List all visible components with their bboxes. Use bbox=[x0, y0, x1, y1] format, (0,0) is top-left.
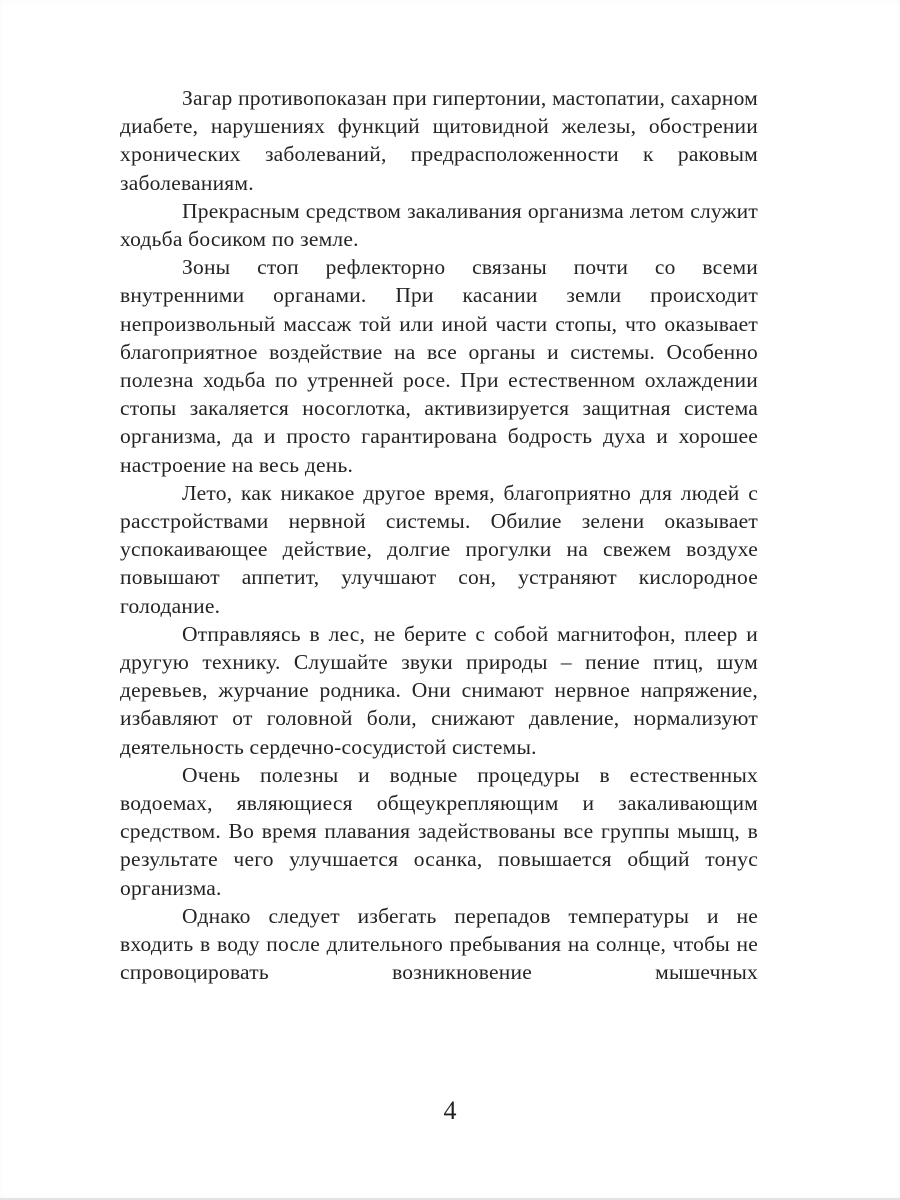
paragraph: Отправляясь в лес, не берите с собой магнитофон, плеер и другую технику. Слушайте звуки природы – пение птиц, шум деревьев, журчание родника. Они снимают нервное напряжение, избавляют от головной боли, снижают давление, нормализуют деятельность сердечно-сосудистой системы. bbox=[120, 621, 758, 759]
text-block bbox=[120, 84, 758, 987]
paragraph: Однако следует избегать перепадов температуры и не входить в воду после длительного пребывания на солнце, чтобы не спровоцировать возникновение мышечных bbox=[120, 903, 758, 985]
page-number: 4 bbox=[443, 1096, 457, 1125]
paragraph: Загар противопоказан при гипертонии, мастопатии, сахарном диабете, нарушениях функций щитовидной железы, обострении хронических заболеваний, предрасположенности к раковым заболеваниям. bbox=[120, 86, 758, 195]
paragraph: Очень полезны и водные процедуры в естественных водоемах, являющиеся общеукрепляющим и закаливающим средством. Во время плавания задействованы все группы мышц, в результате чего улучшается осанка, повышается общий тонус организма. bbox=[120, 762, 758, 900]
paragraph: Зоны стоп рефлекторно связаны почти со всеми внутренними органами. При касании земли происходит непроизвольный массаж той или иной части стопы, что оказывает благоприятное воздействие на все органы и системы. Особенно полезна ходьба по утренней росе. При естественном охлаждении стопы закаляется носоглотка, активизируется защитная система организма, да и просто гарантирована бодрость духа и хорошее настроение на весь день. bbox=[120, 255, 758, 477]
paragraph: Лето, как никакое другое время, благоприятно для людей с расстройствами нервной системы. Обилие зелени оказывает успокаивающее действие, долгие прогулки на свежем воздухе повышают аппетит, улучшают сон, устраняют кислородное голодание. bbox=[120, 480, 758, 618]
paragraph: Прекрасным средством закаливания организма летом служит ходьба босиком по земле. bbox=[120, 198, 758, 252]
